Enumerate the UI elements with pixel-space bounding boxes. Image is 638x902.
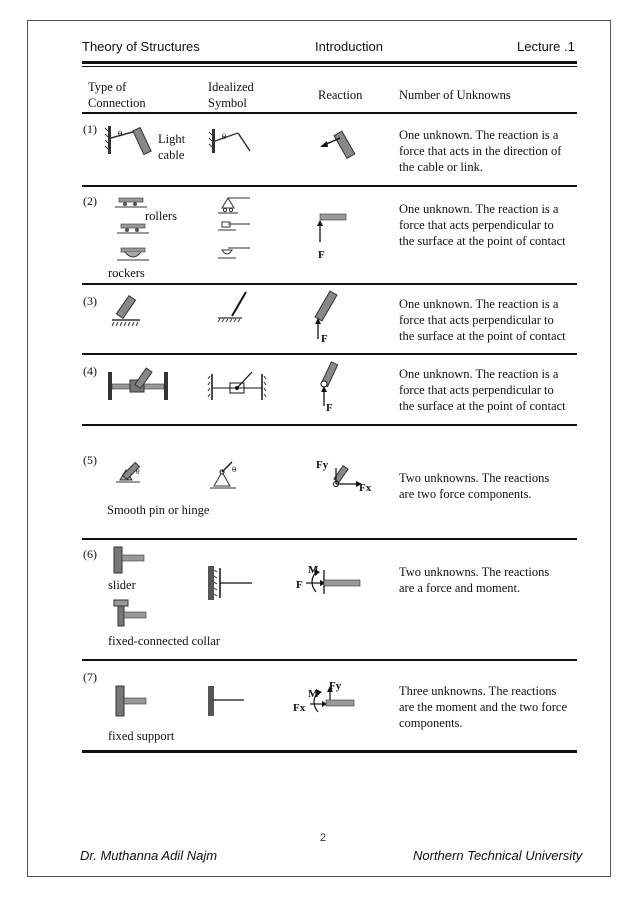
header-course-title: Theory of Structures xyxy=(82,39,200,54)
collar-on-rod-connection-icon xyxy=(108,368,170,404)
row6-reaction-f: F xyxy=(296,579,303,591)
svg-text:θ: θ xyxy=(222,133,227,141)
row6-description: Two unknowns. The reactions are a force and moment. xyxy=(399,565,550,595)
row4-reaction-f: F xyxy=(326,402,333,414)
row-separator xyxy=(82,353,577,355)
row-separator xyxy=(82,538,577,540)
row-number: (5) xyxy=(83,453,97,467)
row3-reaction-f: F xyxy=(321,333,328,345)
row2-reaction-f: F xyxy=(318,249,325,261)
svg-text:θ: θ xyxy=(136,469,140,476)
row2-description: One unknown. The reaction is a force that acts perpendicular to the surface at the point of contact xyxy=(399,202,566,248)
fixed-collar-connection-icon xyxy=(114,600,148,628)
row5-reaction-fy: Fy xyxy=(316,459,329,471)
roller-reaction-icon xyxy=(314,212,348,252)
row3-description: One unknown. The reaction is a force that acts perpendicular to the surface at the point of contact xyxy=(399,297,566,343)
row2-label-rockers: rockers xyxy=(108,266,145,280)
row-number: (7) xyxy=(83,670,97,684)
light-cable-connection-icon xyxy=(108,124,158,160)
row6-label-collar: fixed-connected collar xyxy=(108,634,221,648)
col-heading-type: Type of Connection xyxy=(88,80,146,110)
page-number: 2 xyxy=(320,832,327,844)
row1-label-cable: cable xyxy=(158,148,185,162)
table-bottom-rule xyxy=(82,750,577,753)
row7-reaction-fx: Fx xyxy=(293,702,306,714)
row-number: (6) xyxy=(83,547,97,561)
collar-symbol-icon xyxy=(210,370,266,404)
smooth-surface-symbol-icon xyxy=(216,290,250,324)
cable-reaction-icon xyxy=(318,130,362,160)
row5-description: Two unknowns. The reactions are two force components. xyxy=(399,471,550,501)
col-heading-reaction: Reaction xyxy=(318,88,363,102)
pin-hinge-connection-icon xyxy=(116,460,146,486)
row-number: (4) xyxy=(83,364,97,378)
roller-symbol-icon xyxy=(218,194,254,264)
col-heading-unknowns: Number of Unknowns xyxy=(399,88,511,102)
footer-author: Dr. Muthanna Adil Najm xyxy=(80,848,218,863)
row-separator xyxy=(82,659,577,661)
row1-description: One unknown. The reaction is a force that acts in the direction of the cable or link. xyxy=(399,128,562,174)
svg-text:θ: θ xyxy=(118,130,123,138)
pin-hinge-symbol-icon xyxy=(208,460,244,492)
fixed-support-symbol-icon xyxy=(208,686,248,718)
footer-university: Northern Technical University xyxy=(413,848,583,863)
row-number: (2) xyxy=(83,194,97,208)
header-lecture-number: Lecture .1 xyxy=(517,39,575,54)
row7-reaction-fy: Fy xyxy=(329,680,342,692)
row7-label: fixed support xyxy=(108,729,175,743)
cable-symbol-icon xyxy=(212,127,257,157)
row-separator xyxy=(82,424,577,426)
fixed-collar-symbol-icon xyxy=(208,566,256,602)
row2-label-rollers: rollers xyxy=(145,209,177,223)
row7-description: Three unknowns. The reactions are the moment and the two force components. xyxy=(399,684,567,730)
smooth-surface-connection-icon xyxy=(112,296,146,326)
heading-rule xyxy=(82,112,577,114)
row6-label-slider: slider xyxy=(108,578,136,592)
col-heading-symbol: Idealized Symbol xyxy=(208,80,254,110)
svg-text:θ: θ xyxy=(232,466,237,474)
header-section-title: Introduction xyxy=(315,39,383,54)
fixed-support-connection-icon xyxy=(116,686,148,718)
row5-reaction-fx: Fx xyxy=(359,482,372,494)
header-rule-thin xyxy=(82,66,577,67)
rollers-rockers-icon xyxy=(115,196,151,268)
row-number: (1) xyxy=(83,122,97,136)
row-separator xyxy=(82,185,577,187)
row4-description: One unknown. The reaction is a force that acts perpendicular to the surface at the point of contact xyxy=(399,367,566,413)
row-separator xyxy=(82,283,577,285)
row-number: (3) xyxy=(83,294,97,308)
slider-connection-icon xyxy=(114,547,148,575)
row1-label-light: Light xyxy=(158,132,186,146)
row5-label: Smooth pin or hinge xyxy=(107,503,210,517)
header-rule-thick xyxy=(82,61,577,64)
row6-reaction-m: M xyxy=(308,564,319,576)
row7-reaction-m: M xyxy=(308,688,319,700)
